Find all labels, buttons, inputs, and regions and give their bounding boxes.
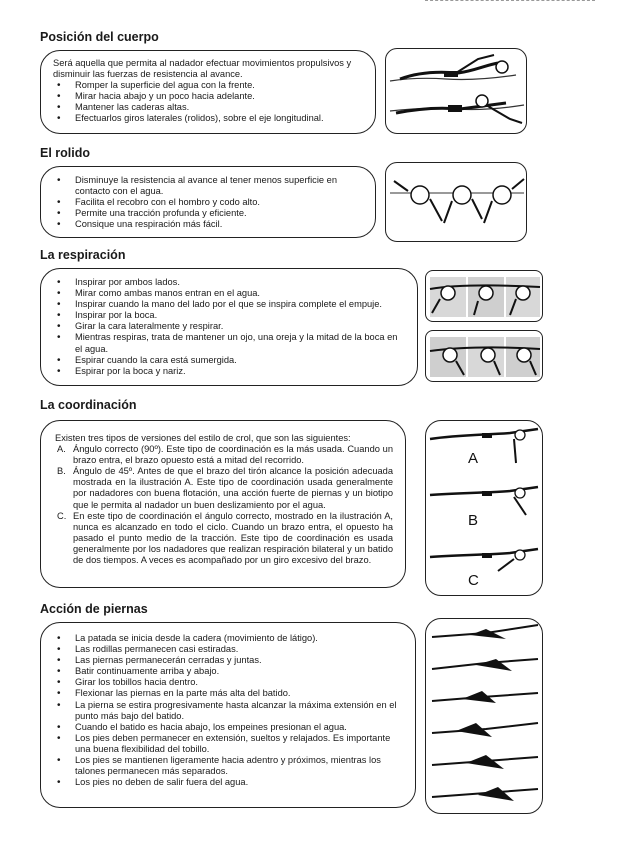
list-item: • Disminuye la resistencia al avance al tener menos superficie en contacto con el agua. <box>53 175 365 197</box>
list-item: • Consique una respiración más fácil. <box>53 219 365 230</box>
list-item <box>55 444 393 466</box>
list-item: • Mirar como ambas manos entran en el agua. <box>53 288 407 299</box>
item-text: Ángulo de 45º. Antes de que el brazo del tirón alcance la posición adecuada mostrada en la ilustración A. Este tipo de coordinación usada generalmente por nadadores con buena flotación, una acción fuerte de piernas y un biotipo que le permita al nadador un buen deslizamiento por el agua. <box>73 466 393 510</box>
list-item: • Los pies se mantienen ligeramente hacia adentro y próximos, mientras los talones permanecen más separados. <box>53 755 405 777</box>
bullet-list <box>53 80 365 124</box>
list-item: • Permite una tracción profunda y eficiente. <box>53 208 365 219</box>
scan-edge-mark <box>425 0 595 1</box>
item-marker: B. <box>57 466 66 477</box>
section-box-breathing <box>40 268 418 386</box>
list-item: • Girar los tobillos hacia dentro. <box>53 677 405 688</box>
swimmer-side-illustration <box>385 48 527 134</box>
bullet-list <box>53 175 365 230</box>
list-item: • Mirar hacia abajo y un poco hacia adelante. <box>53 91 365 102</box>
list-item: • La patada se inicia desde la cadera (movimiento de látigo). <box>53 633 405 644</box>
section-title-roll: El rolido <box>40 146 90 160</box>
section-title-body-position: Posición del cuerpo <box>40 30 159 44</box>
section-intro: Existen tres tipos de versiones del estilo de crol, que son las siguientes: <box>55 433 351 443</box>
item-marker: A. <box>57 444 66 455</box>
item-marker: C. <box>57 510 67 521</box>
list-item: • Girar la cara lateralmente y respirar. <box>53 321 407 332</box>
section-box-body-position <box>40 50 376 134</box>
bullet-list <box>53 633 405 788</box>
list-item: • Espirar cuando la cara está sumergida. <box>53 355 407 366</box>
list-item: • Flexionar las piernas en la parte más alta del batido. <box>53 688 405 699</box>
item-text: Ángulo correcto (90º). Este tipo de coordinación es la más usada. Cuando un brazo entra, el brazo opuesto está a mitad del recorrido. <box>73 444 393 466</box>
figure-label-c: C <box>468 572 479 589</box>
breathing-illustration-bottom <box>425 330 543 382</box>
list-item: • Mantener las caderas altas. <box>53 102 365 113</box>
list-item: • Mientras respiras, trata de mantener un ojo, una oreja y la mitad de la boca en el agua. <box>53 332 407 354</box>
list-item <box>55 466 393 510</box>
list-item: • Inspirar por la boca. <box>53 310 407 321</box>
section-box-coordination <box>40 420 406 588</box>
list-item: • Los pies deben permanecer en extensión, sueltos y relajados. Es importante una buena flexibilidad del tobillo. <box>53 733 405 755</box>
figure-label-b: B <box>468 512 479 529</box>
list-item: • Los pies no deben de salir fuera del agua. <box>53 777 405 788</box>
list-item <box>55 511 393 566</box>
section-title-breathing: La respiración <box>40 248 126 262</box>
list-item: • La pierna se estira progresivamente hasta alcanzar la máxima extensión en el punto más bajo del batido. <box>53 700 405 722</box>
roll-sequence-illustration <box>385 162 527 242</box>
figure-label-a: A <box>468 450 479 467</box>
list-item: • Las rodillas permanecen casi estiradas. <box>53 644 405 655</box>
list-item: • Inspirar por ambos lados. <box>53 277 407 288</box>
coordination-illustration <box>425 420 543 596</box>
section-title-leg-action: Acción de piernas <box>40 602 148 616</box>
list-item: • Cuando el batido es hacia abajo, los empeines presionan el agua. <box>53 722 405 733</box>
section-intro: Será aquella que permita al nadador efectuar movimientos propulsivos y disminuir las fuerzas de resistencia al avance. <box>53 58 352 80</box>
list-item: • Espirar por la boca y nariz. <box>53 366 407 377</box>
breathing-illustration-top <box>425 270 543 322</box>
leg-kick-illustration <box>425 618 543 814</box>
section-title-coordination: La coordinación <box>40 398 137 412</box>
list-item: • Romper la superficie del agua con la frente. <box>53 80 365 91</box>
item-text: En este tipo de coordinación el ángulo correcto, mostrado en la ilustración A, nunca es alcanzado en todo el ciclo. Cuando un brazo entra, el opuesto ha pasado el punto medio de la tracción. Este tipo de coordinación es usada generalmente por los nadadores que realizan respiración bilateral y un batido de dos tiempos. A veces es acompañado por un giro excesivo del brazo. <box>73 510 393 566</box>
list-item: • Las piernas permanecerán cerradas y juntas. <box>53 655 405 666</box>
list-item: • Efectuarlos giros laterales (rolidos), sobre el eje longitudinal. <box>53 113 365 124</box>
bullet-list <box>53 277 407 377</box>
section-box-leg-action <box>40 622 416 808</box>
list-item: • Facilita el recobro con el hombro y codo alto. <box>53 197 365 208</box>
section-box-roll <box>40 166 376 238</box>
list-item: • Inspirar cuando la mano del lado por el que se inspira complete el empuje. <box>53 299 407 310</box>
list-item: • Batir continuamente arriba y abajo. <box>53 666 405 677</box>
